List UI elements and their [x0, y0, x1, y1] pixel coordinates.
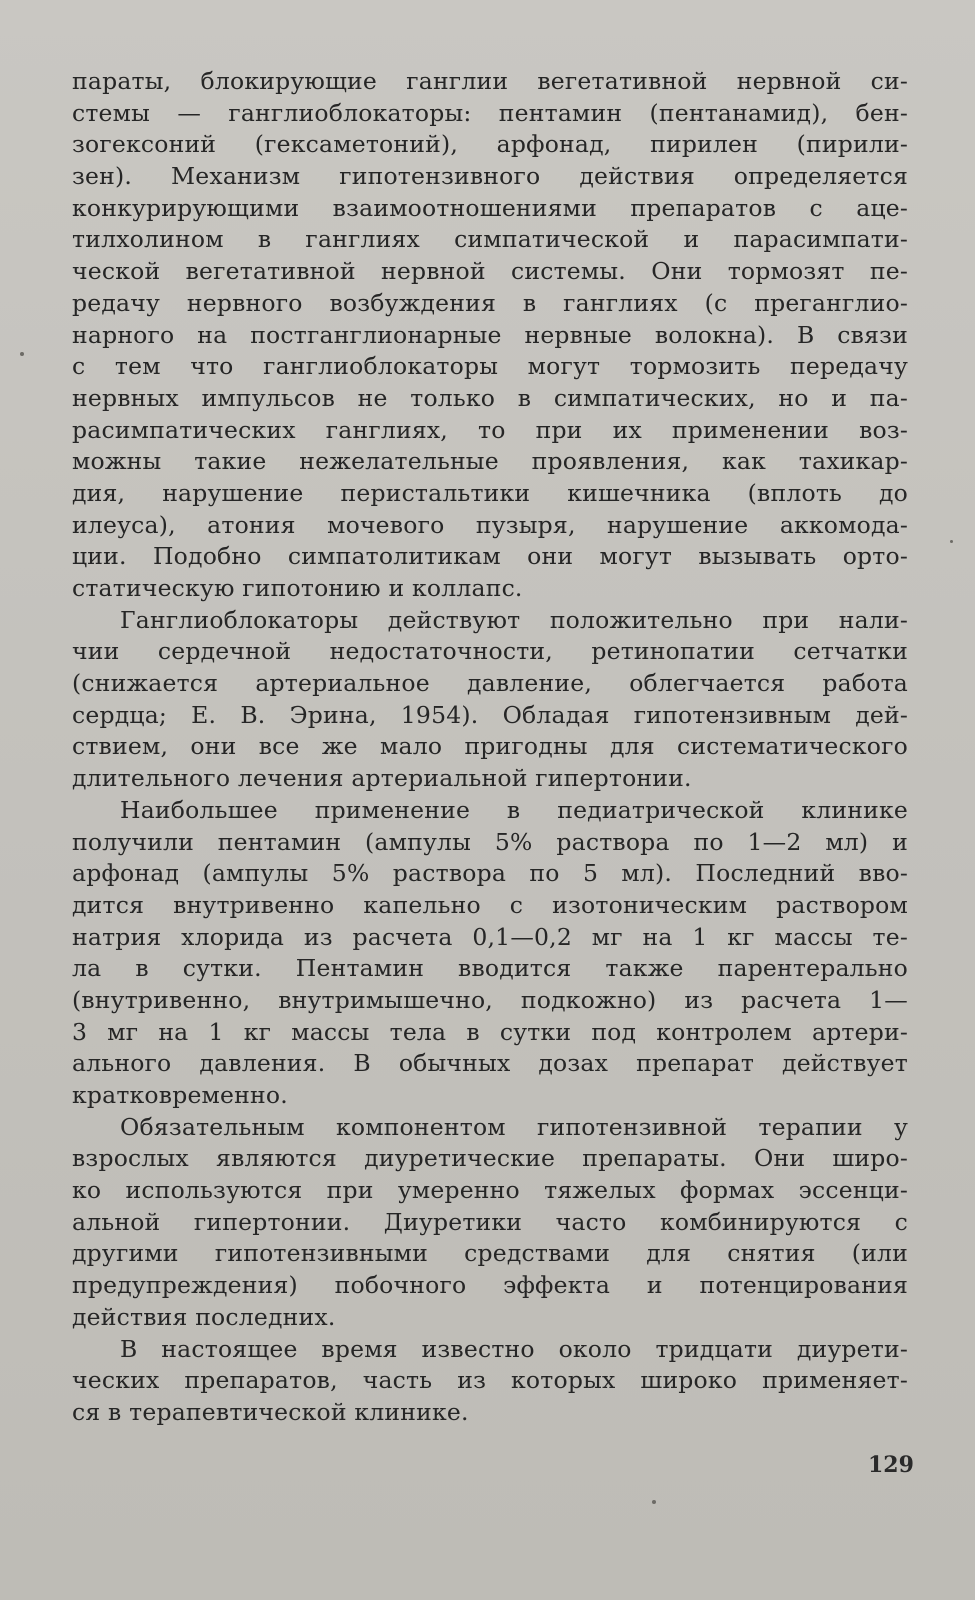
text-line: ся в терапевтической клинике. [72, 1397, 469, 1426]
text-line: параты, блокирующие ганглии вегетативной нервной си- [72, 67, 908, 95]
text-line: дится внутривенно капельно с изотоническим раствором [72, 890, 908, 919]
text-line: расимпатических ганглиях, то при их применении воз- [72, 415, 908, 444]
text-line: тилхолином в ганглиях симпатической и парасимпати- [72, 225, 908, 254]
text-line: В настоящее время известно около тридцати диурети- [120, 1334, 908, 1363]
page-text [72, 66, 908, 1429]
text-line: Ганглиоблокаторы действуют положительно при нали- [120, 605, 908, 634]
text-line: Обязательным компонентом гипотензивной терапии у [120, 1112, 908, 1141]
text-line: получили пентамин (ампулы 5% раствора по 1—2 мл) и [72, 827, 908, 856]
paper-speck [950, 540, 953, 543]
text-line: ко используются при умеренно тяжелых формах эссенци- [72, 1176, 908, 1205]
text-line: другими гипотензивными средствами для снятия (или [72, 1239, 908, 1268]
paragraph [72, 795, 908, 1112]
paragraph [72, 1112, 908, 1334]
text-line: 3 мг на 1 кг массы тела в сутки под контролем артери- [72, 1017, 908, 1046]
text-line: альной гипертонии. Диуретики часто комбинируются с [72, 1207, 908, 1236]
text-line: можны такие нежелательные проявления, как тахикар- [72, 447, 908, 476]
text-line: чии сердечной недостаточности, ретинопатии сетчатки [72, 637, 908, 666]
paragraph [72, 66, 908, 605]
text-line: арфонад (ампулы 5% раствора по 5 мл). Последний вво- [72, 859, 908, 888]
text-line: дия, нарушение перистальтики кишечника (вплоть до [72, 478, 908, 507]
text-line: с тем что ганглиоблокаторы могут тормозить передачу [72, 352, 908, 381]
text-line: взрослых являются диуретические препараты. Они широ- [72, 1144, 908, 1173]
text-line: ального давления. В обычных дозах препарат действует [72, 1049, 908, 1078]
text-line: ствием, они все же мало пригодны для систематического [72, 732, 908, 761]
text-line: Наибольшее применение в педиатрической клинике [120, 795, 908, 824]
text-line: статическую гипотонию и коллапс. [72, 574, 523, 602]
text-line: илеуса), атония мочевого пузыря, нарушение аккомода- [72, 510, 908, 539]
text-line: ческих препаратов, часть из которых широко применяет- [72, 1366, 908, 1395]
text-line: ла в сутки. Пентамин вводится также парентерально [72, 954, 908, 983]
text-line: сердца; Е. В. Эрина, 1954). Обладая гипотензивным дей- [72, 700, 908, 729]
text-line: редачу нервного возбуждения в ганглиях (с преганглио- [72, 288, 908, 317]
text-line: конкурирующими взаимоотношениями препаратов с аце- [72, 193, 908, 222]
text-line: действия последних. [72, 1302, 336, 1331]
paragraph [72, 605, 908, 795]
text-line: натрия хлорида из расчета 0,1—0,2 мг на 1 кг массы те- [72, 922, 908, 951]
text-line: нарного на постганглионарные нервные волокна). В связи [72, 320, 908, 349]
text-line: кратковременно. [72, 1081, 288, 1109]
paper-speck [20, 352, 24, 356]
paper-speck [652, 1500, 656, 1504]
paragraph [72, 1334, 908, 1429]
text-line: зен). Механизм гипотензивного действия определяется [72, 162, 908, 191]
text-line: (снижается артериальное давление, облегчается работа [72, 669, 908, 698]
text-line: (внутривенно, внутримышечно, подкожно) из расчета 1— [72, 985, 908, 1014]
text-line: нервных импульсов не только в симпатических, но и па- [72, 383, 908, 412]
text-line: предупреждения) побочного эффекта и потенцирования [72, 1271, 908, 1300]
text-line: ческой вегетативной нервной системы. Они тормозят пе- [72, 257, 908, 286]
text-line: ции. Подобно симпатолитикам они могут вызывать орто- [72, 542, 908, 571]
text-line: длительного лечения артериальной гипертонии. [72, 764, 692, 793]
text-line: зогексоний (гексаметоний), арфонад, пирилен (пирили- [72, 130, 908, 159]
text-line: стемы — ганглиоблокаторы: пентамин (пентанамид), бен- [72, 98, 908, 127]
page-number: 129 [868, 1452, 914, 1478]
